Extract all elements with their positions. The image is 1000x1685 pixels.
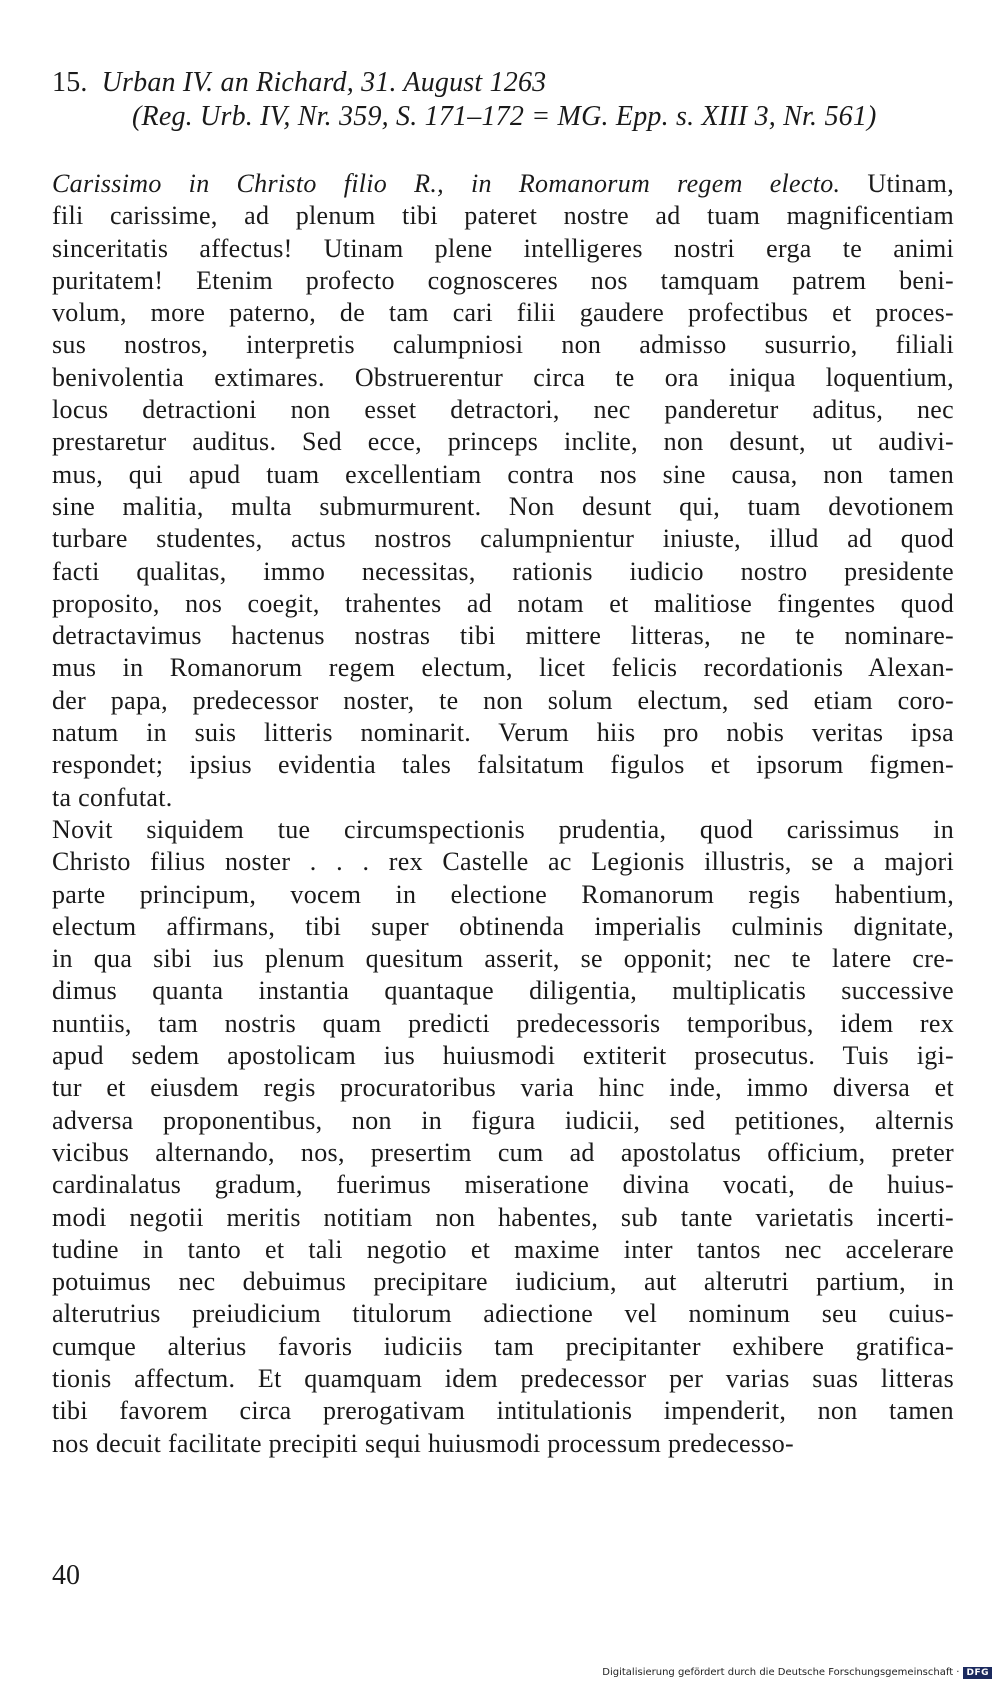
body-line: turbare studentes, actus nostros calumpnientur iniuste, illud ad quod xyxy=(52,524,954,554)
salutation: Carissimo in Christo filio R., in Romanorum regem electo. xyxy=(52,169,841,198)
body-line: der papa, predecessor noster, te non solum electum, sed etiam coro- xyxy=(52,685,954,715)
body-line: apud sedem apostolicam ius huiusmodi extiterit prosecutus. Tuis igi- xyxy=(52,1041,954,1071)
body-line: respondet; ipsius evidentia tales falsitatum figulos et ipsorum figmen- xyxy=(52,750,954,780)
body-line: mus in Romanorum regem electum, licet felicis recordationis Alexan- xyxy=(52,653,954,683)
body-line: nos decuit facilitate precipiti sequi huiusmodi processum predecesso- xyxy=(52,1428,794,1458)
body-line: volum, more paterno, de tam cari filii gaudere profectibus et proces- xyxy=(52,298,954,328)
body-line: natum in suis litteris nominarit. Verum hiis pro nobis veritas ipsa xyxy=(52,718,954,748)
body-line: Christo filius noster . . . rex Castelle ac Legionis illustris, se a majori xyxy=(52,847,954,877)
body-line: detractavimus hactenus nostras tibi mittere litteras, ne te nominare- xyxy=(52,621,954,651)
page-number: 40 xyxy=(52,1560,80,1591)
body-line: ta confutat. xyxy=(52,782,173,812)
body-line: tudine in tanto et tali negotio et maxime inter tantos nec accelerare xyxy=(52,1234,954,1264)
document-number: 15. xyxy=(52,67,88,98)
body-line: in qua sibi ius plenum quesitum asserit, se opponit; nec te latere cre- xyxy=(52,944,954,974)
body-line: tionis affectum. Et quamquam idem predecessor per varias suas litteras xyxy=(52,1363,954,1393)
body-line: parte principum, vocem in electione Romanorum regis habentium, xyxy=(52,879,954,909)
document-body xyxy=(52,168,954,1460)
body-line: sine malitia, multa submurmurent. Non desunt qui, tuam devotionem xyxy=(52,491,954,521)
body-line: locus detractioni non esset detractori, nec panderetur aditus, nec xyxy=(52,395,954,425)
body-line: cardinalatus gradum, fuerimus miseratione divina vocati, de huius- xyxy=(52,1170,954,1200)
body-line: alterutrius preiudicium titulorum adiectione vel nominum seu cuius- xyxy=(52,1299,954,1329)
body-line: facti qualitas, immo necessitas, rationis iudicio nostro presidente xyxy=(52,556,954,586)
body-line: tibi favorem circa prerogativam intitulationis impenderit, non tamen xyxy=(52,1396,954,1426)
footer-credit xyxy=(602,1666,992,1680)
body-line: mus, qui apud tuam excellentiam contra nos sine causa, non tamen xyxy=(52,459,954,489)
body-line: fili carissime, ad plenum tibi pateret nostre ad tuam magnificentiam xyxy=(52,201,954,231)
footer-text: Digitalisierung gefördert durch die Deutsche Forschungsgemeinschaft · xyxy=(602,1667,960,1678)
dfg-logo: DFG xyxy=(963,1667,992,1679)
body-line: benivolentia extimares. Obstruerentur circa te ora iniqua loquentium, xyxy=(52,362,954,392)
body-line: sus nostros, interpretis calumpniosi non admisso susurrio, filiali xyxy=(52,330,954,360)
body-line: sinceritatis affectus! Utinam plene intelligeres nostri erga te animi xyxy=(52,233,954,263)
body-line: modi negotii meritis notitiam non habentes, sub tante varietatis incerti- xyxy=(52,1202,954,1232)
document-heading xyxy=(52,66,952,134)
body-line-0: Utinam, xyxy=(840,169,954,198)
body-line: cumque alterius favoris iudiciis tam precipitanter exhibere gratifica- xyxy=(52,1331,954,1361)
body-line: prestaretur auditus. Sed ecce, princeps inclite, non desunt, ut audivi- xyxy=(52,427,954,457)
body-line: tur et eiusdem regis procuratoribus varia hinc inde, immo diversa et xyxy=(52,1073,954,1103)
document-reference: (Reg. Urb. IV, Nr. 359, S. 171–172 = MG. Epp. s. XIII 3, Nr. 561) xyxy=(132,101,877,132)
body-line: nuntiis, tam nostris quam predicti predecessoris temporibus, idem rex xyxy=(52,1008,954,1038)
body-line: proposito, nos coegit, trahentes ad notam et malitiose fingentes quod xyxy=(52,588,954,618)
body-line: dimus quanta instantia quantaque diligentia, multiplicatis successive xyxy=(52,976,954,1006)
body-line: adversa proponentibus, non in figura iudicii, sed petitiones, alternis xyxy=(52,1105,954,1135)
body-line: potuimus nec debuimus precipitare iudicium, aut alterutri partium, in xyxy=(52,1267,954,1297)
body-line: electum affirmans, tibi super obtinenda imperialis culminis dignitate, xyxy=(52,911,954,941)
body-line-first xyxy=(52,168,954,200)
body-line: vicibus alternando, nos, presertim cum ad apostolatus officium, preter xyxy=(52,1137,954,1167)
body-line: puritatem! Etenim profecto cognosceres nos tamquam patrem beni- xyxy=(52,265,954,295)
document-title: Urban IV. an Richard, 31. August 1263 xyxy=(101,67,547,98)
body-line: Novit siquidem tue circumspectionis prudentia, quod carissimus in xyxy=(52,814,954,844)
